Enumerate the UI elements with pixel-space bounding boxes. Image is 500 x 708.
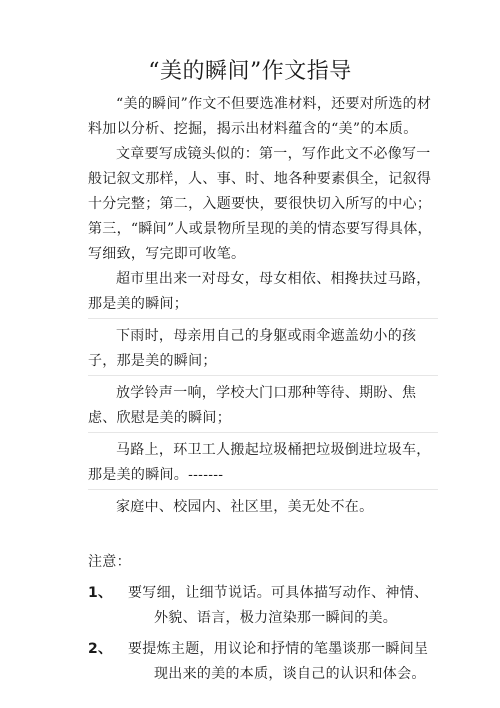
note-number: 2、 [88,641,113,657]
notes-label: 注意： [88,554,131,570]
paragraph-example-supermarket: 超市里出来一对母女，母女相依、相搀扶过马路，那是美的瞬间； [88,267,438,319]
note-number: 1、 [88,585,113,601]
note-text: 要写细，让细节说话。可具体描写动作、神情、外貌、语言，极力渲染那一瞬间的美。 [128,585,429,626]
note-item [88,637,438,687]
paragraph-method: 文章要写成镜头似的：第一，写作此文不必像写一般记叙文那样，人、事、时、地各种要素俱全，记叙得十分完整；第二，入题要快，要很快切入所写的中心；第三，“瞬间”人或景物所呈现的美的情态要写得具体，写细致，写完即可收笔。 [88,146,432,262]
paragraph-example-street: 马路上，环卫工人搬起垃圾桶把垃圾倒进垃圾车，那是美的瞬间。------- [88,438,438,490]
note-item [88,581,438,631]
paragraph-conclusion: 家庭中、校园内、社区里，美无处不在。 [116,499,374,515]
paragraph-example-school: 放学铃声一响，学校大门口那种等待、期盼、焦虑、欣慰是美的瞬间； [88,381,438,433]
page-title: “美的瞬间”作文指导 [148,59,352,84]
paragraph-intro: “美的瞬间”作文不但要选准材料，还要对所选的材料加以分析、挖掘，揭示出材料蕴含的“美”的本质。 [88,96,432,137]
document-body [88,92,438,687]
note-text: 要提炼主题，用议论和抒情的笔墨谈那一瞬间呈现出来的美的本质，谈自己的认识和体会。 [128,641,429,682]
paragraph-example-rain: 下雨时，母亲用自己的身躯或雨伞遮盖幼小的孩子，那是美的瞬间； [88,324,438,376]
